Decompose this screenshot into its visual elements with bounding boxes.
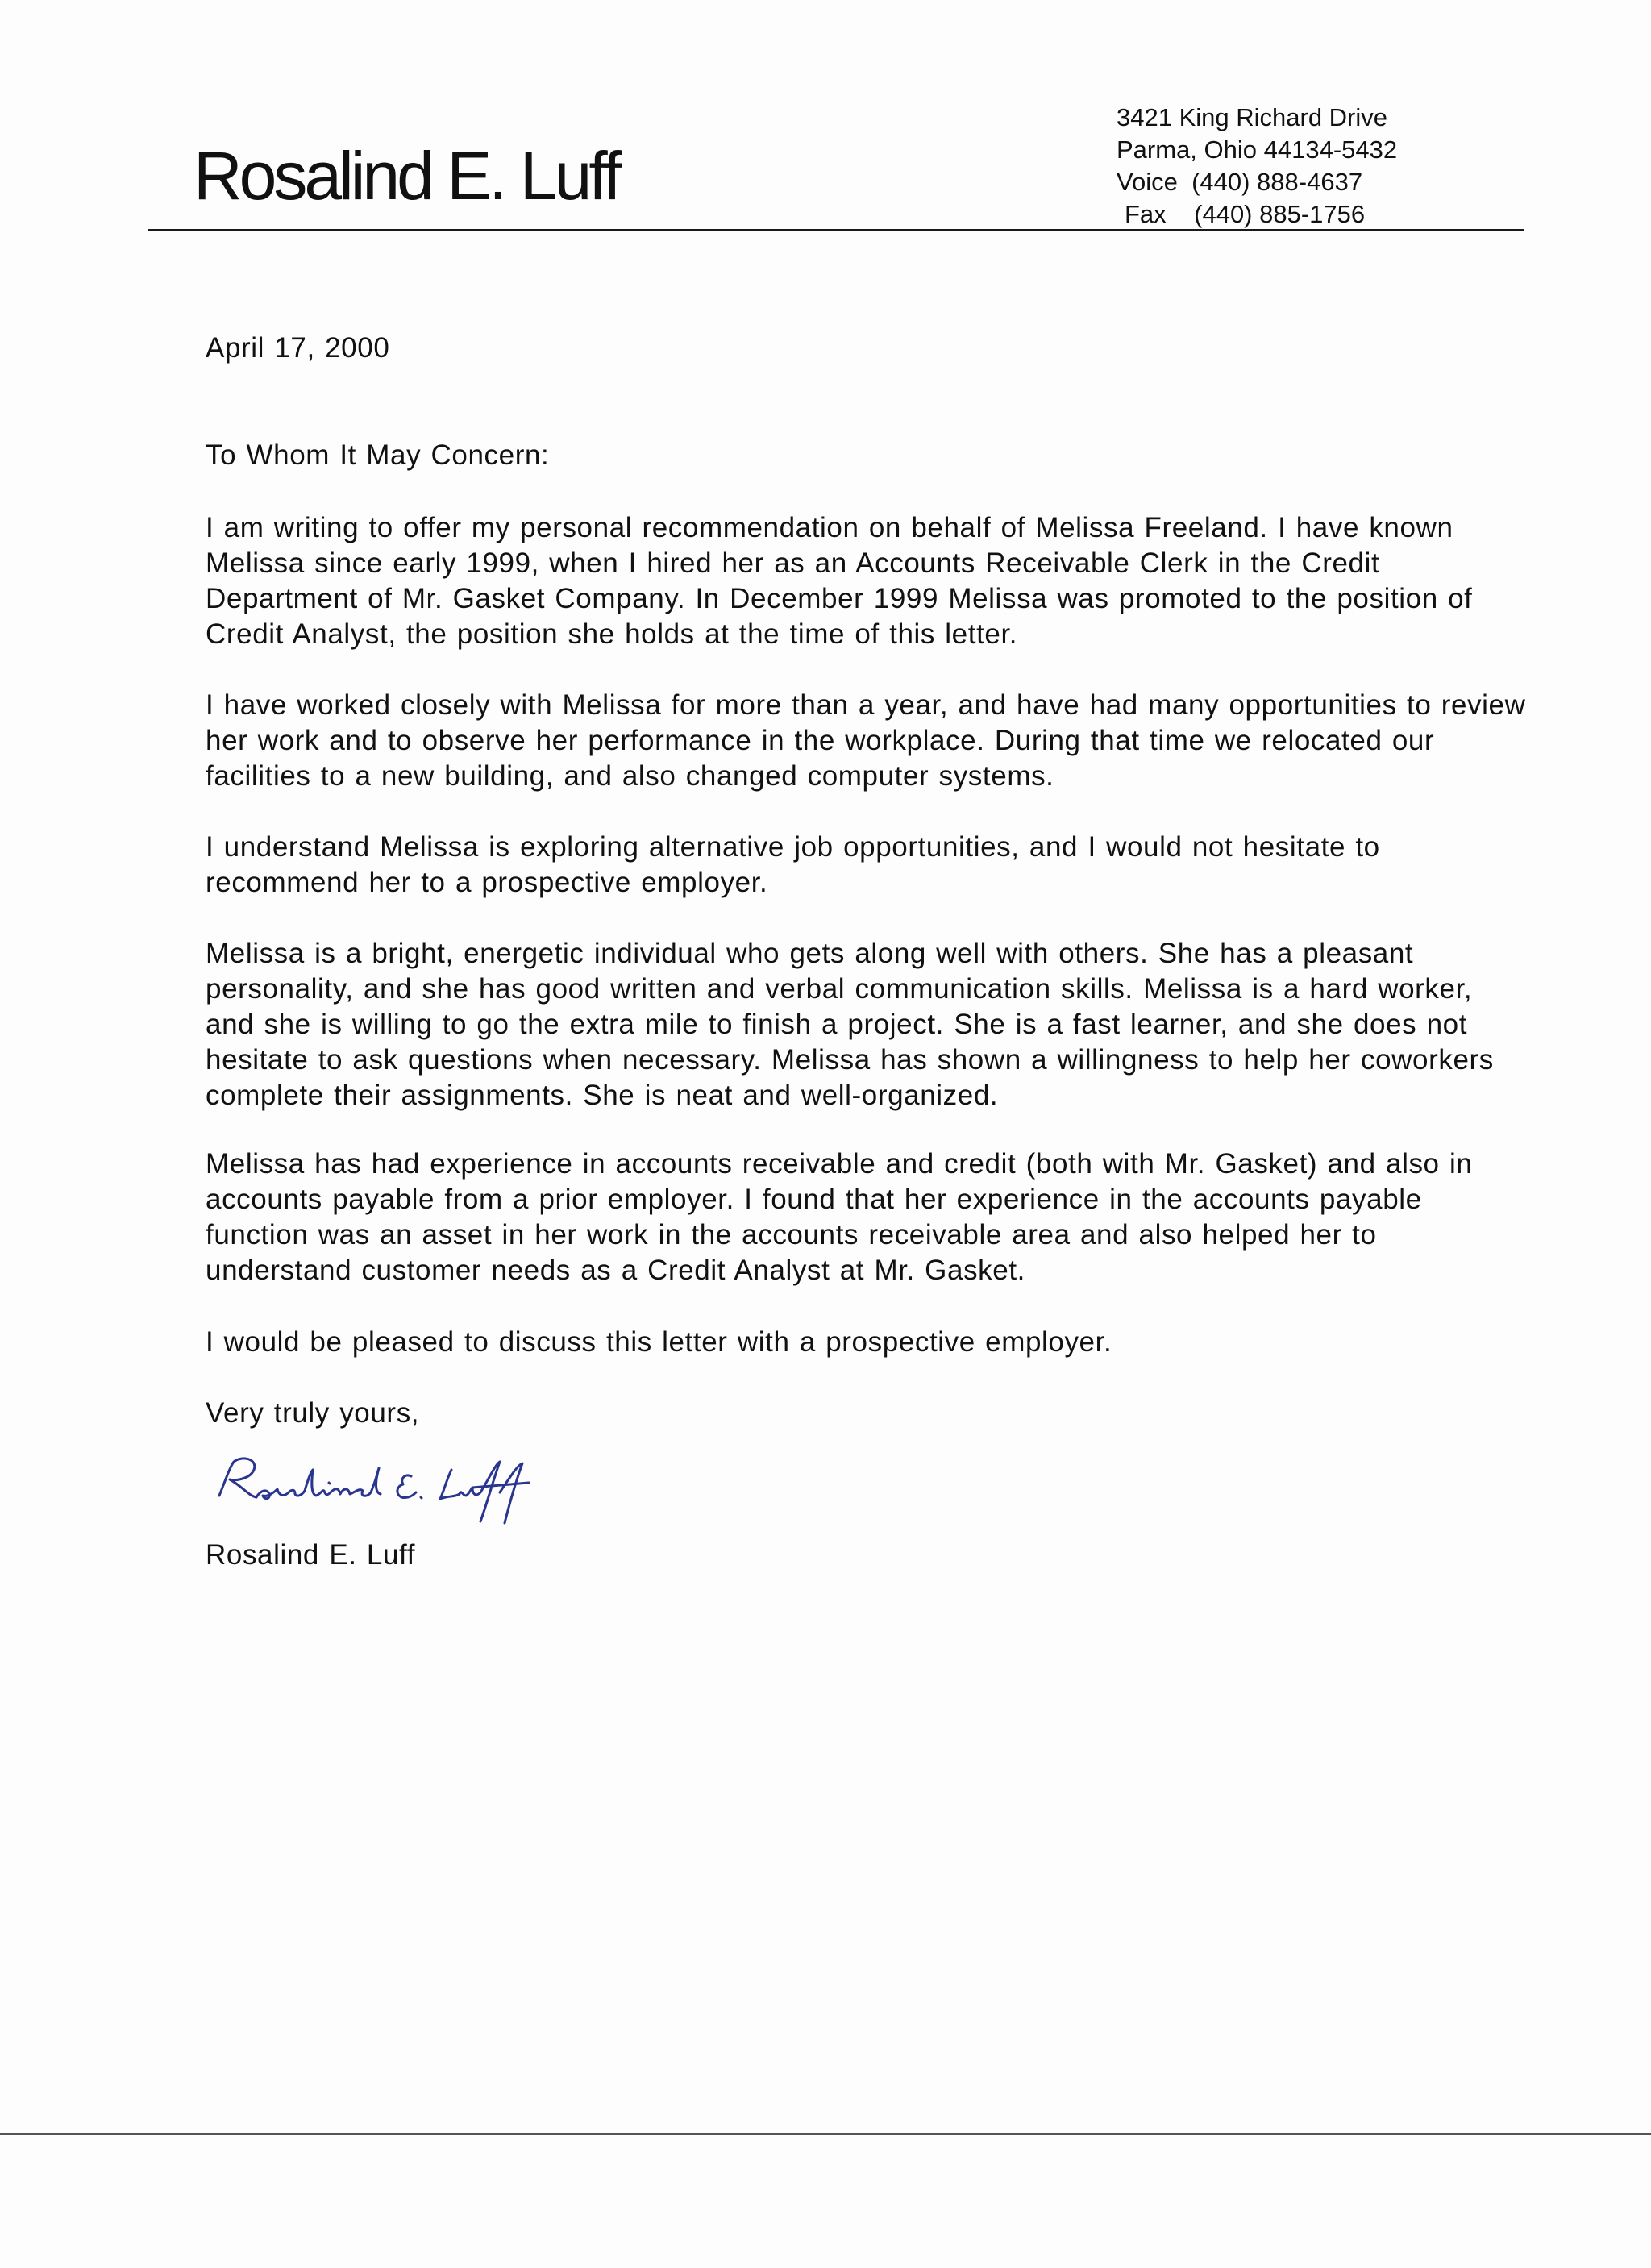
signer-name: Rosalind E. Luff <box>206 1539 416 1571</box>
paragraph-text: I have worked closely with Melissa for more than a year, and have had many opportunities to review her work and to observe her performance in the workplace. During that time we relocated our facilities to a new building, and also changed computer systems. <box>206 689 1526 792</box>
paragraph-2 <box>206 688 1528 794</box>
paragraph-3 <box>206 830 1528 901</box>
paragraph-text: I am writing to offer my personal recommendation on behalf of Melissa Freeland. I have known Melissa since early 1999, when I hired her as an Accounts Receivable Clerk in the Credit Department of Mr. Gasket Company. In December 1999 Melissa was promoted to the position of Credit Analyst, the position she holds at the time of this letter. <box>206 512 1473 650</box>
page-bottom-edge <box>0 2133 1651 2135</box>
paragraph-text: Melissa has had experience in accounts receivable and credit (both with Mr. Gasket) and also in accounts payable from a prior employer. I found that her experience in the accounts payable function was an asset in her work in the accounts receivable area and also helped her to understand customer needs as a Credit Analyst at Mr. Gasket. <box>206 1148 1473 1286</box>
handwritten-signature <box>210 1447 572 1528</box>
fax-line <box>1117 198 1397 231</box>
fax-number: (440) 885-1756 <box>1194 200 1366 228</box>
voice-number: (440) 888-4637 <box>1191 168 1363 196</box>
address-street: 3421 King Richard Drive <box>1117 103 1388 131</box>
paragraph-6 <box>206 1325 1528 1360</box>
letter-date: April 17, 2000 <box>206 332 390 364</box>
paragraph-text: I understand Melissa is exploring alternative job opportunities, and I would not hesitate to recommend her to a prospective employer. <box>206 831 1380 898</box>
voice-line <box>1117 166 1397 198</box>
letterhead-name: Rosalind E. Luff <box>193 138 619 214</box>
voice-label: Voice <box>1117 168 1178 196</box>
paragraph-1 <box>206 510 1528 652</box>
fax-label: Fax <box>1125 200 1167 228</box>
letterhead-address <box>1117 102 1397 231</box>
closing: Very truly yours, <box>206 1397 420 1429</box>
address-city: Parma, Ohio 44134-5432 <box>1117 135 1398 164</box>
paragraph-5 <box>206 1146 1528 1288</box>
paragraph-text: Melissa is a bright, energetic individual who gets along well with others. She has a pleasant personality, and she has good written and verbal communication skills. Melissa is a hard worker, and she is willing to go the extra mile to finish a project. She is a fast learner, and she does not hesitate to ask questions when necessary. Melissa has shown a willingness to help her coworkers complete their assignments. She is neat and well-organized. <box>206 938 1494 1111</box>
salutation: To Whom It May Concern: <box>206 439 550 471</box>
letterhead-divider <box>148 229 1524 231</box>
paragraph-4 <box>206 936 1528 1113</box>
paragraph-text: I would be pleased to discuss this letter with a prospective employer. <box>206 1326 1112 1358</box>
